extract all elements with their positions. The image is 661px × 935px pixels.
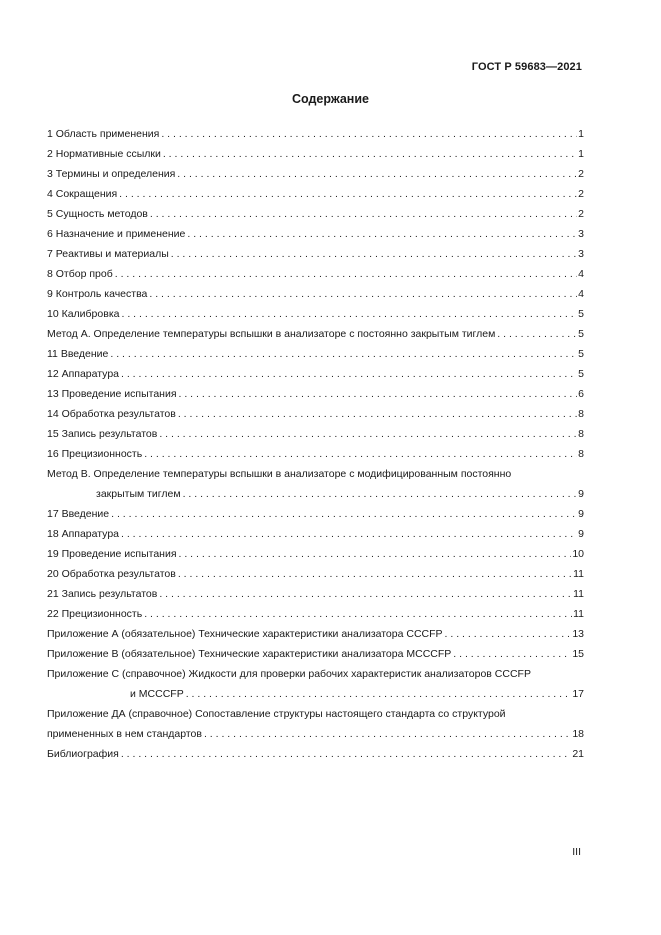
toc-entry[interactable] (47, 381, 584, 401)
toc-entry[interactable] (47, 421, 584, 441)
toc-entry-page: 15 (572, 648, 584, 660)
toc-leader-dots (121, 367, 577, 381)
toc-entry-method-a[interactable] (47, 321, 584, 341)
toc-entry-appendix-b[interactable] (47, 641, 584, 661)
toc-entry[interactable] (47, 301, 584, 321)
toc-entry-label: 6 Назначение и применение (47, 228, 186, 240)
toc-leader-dots (171, 247, 577, 261)
toc-entry-page: 2 (578, 208, 584, 220)
table-of-contents (47, 121, 584, 761)
toc-leader-dots (179, 547, 572, 561)
toc-entry[interactable] (47, 241, 584, 261)
toc-entry-page: 9 (578, 508, 584, 520)
toc-leader-dots (161, 127, 577, 141)
toc-entry[interactable] (47, 521, 584, 541)
toc-entry-label: примененных в нем стандартов (47, 728, 202, 740)
toc-entry-page: 6 (578, 388, 584, 400)
toc-entry[interactable] (47, 581, 584, 601)
toc-entry-label: Метод А. Определение температуры вспышки в анализаторе с постоянно закрытым тиглем (47, 328, 496, 340)
toc-entry[interactable] (47, 561, 584, 581)
toc-entry-appendix-c-continued[interactable] (47, 681, 584, 701)
toc-entry-label: 10 Калибровка (47, 308, 120, 320)
toc-entry-label: 9 Контроль качества (47, 288, 148, 300)
toc-entry-page: 4 (578, 288, 584, 300)
toc-entry-appendix-da-continued[interactable] (47, 721, 584, 741)
toc-leader-dots (110, 347, 577, 361)
toc-entry[interactable] (47, 361, 584, 381)
toc-entry-label: 12 Аппаратура (47, 368, 119, 380)
toc-entry-label: 5 Сущность методов (47, 208, 148, 220)
toc-leader-dots (187, 227, 577, 241)
toc-leader-dots (497, 327, 577, 341)
toc-entry-label: 7 Реактивы и материалы (47, 248, 169, 260)
toc-title: Содержание (291, 92, 369, 106)
toc-leader-dots (149, 287, 577, 301)
toc-leader-dots (163, 147, 577, 161)
page-number: III (572, 846, 581, 858)
toc-entry-label: 3 Термины и определения (47, 168, 176, 180)
toc-entry-appendix-a[interactable] (47, 621, 584, 641)
toc-leader-dots (177, 167, 577, 181)
toc-leader-dots (144, 607, 572, 621)
toc-leader-dots (115, 267, 577, 281)
toc-entry-label: Метод В. Определение температуры вспышки в анализаторе с модифицированным постоянно (47, 468, 512, 480)
toc-entry-label: 20 Обработка результатов (47, 568, 176, 580)
toc-leader-dots (159, 587, 572, 601)
toc-leader-dots (179, 387, 578, 401)
toc-entry-page: 11 (573, 608, 584, 620)
toc-entry-label: 2 Нормативные ссылки (47, 148, 161, 160)
toc-entry[interactable] (47, 181, 584, 201)
toc-leader-dots (144, 447, 577, 461)
toc-entry-page: 11 (573, 568, 584, 580)
toc-entry-page: 17 (572, 688, 584, 700)
toc-entry-page: 11 (573, 588, 584, 600)
toc-leader-dots (445, 627, 572, 641)
toc-entry-label: 13 Проведение испытания (47, 388, 177, 400)
toc-entry-label: 8 Отбор проб (47, 268, 113, 280)
toc-entry-label: закрытым тиглем (96, 488, 181, 500)
toc-entry-page: 21 (572, 748, 584, 760)
toc-entry-page: 5 (578, 368, 584, 380)
toc-leader-dots (453, 647, 571, 661)
toc-entry-label: Приложение А (обязательное) Технические характеристики анализатора CCCFP (47, 628, 443, 640)
toc-leader-dots (178, 567, 572, 581)
toc-entry-page: 10 (572, 548, 584, 560)
toc-entry-page: 8 (578, 448, 584, 460)
toc-entry-label: 16 Прецизионность (47, 448, 143, 460)
toc-entry-label: 22 Прецизионность (47, 608, 143, 620)
toc-leader-dots (119, 187, 577, 201)
toc-entry-label: 19 Проведение испытания (47, 548, 177, 560)
toc-entry-label: 17 Введение (47, 508, 110, 520)
toc-entry-label: Приложение В (обязательное) Технические характеристики анализатора MCCCFP (47, 648, 452, 660)
toc-entry-label: Приложение ДА (справочное) Сопоставление структуры настоящего стандарта со структурой (47, 708, 506, 720)
toc-leader-dots (159, 427, 577, 441)
toc-entry-appendix-da[interactable] (47, 701, 584, 721)
toc-entry[interactable] (47, 401, 584, 421)
toc-entry[interactable] (47, 541, 584, 561)
document-code: ГОСТ Р 59683—2021 (471, 61, 582, 73)
toc-leader-dots (204, 727, 571, 741)
toc-entry-page: 9 (578, 528, 584, 540)
toc-entry[interactable] (47, 201, 584, 221)
toc-entry-page: 9 (578, 488, 584, 500)
toc-entry[interactable] (47, 341, 584, 361)
toc-leader-dots (121, 747, 571, 761)
toc-entry-label: 14 Обработка результатов (47, 408, 176, 420)
toc-entry-page: 18 (572, 728, 584, 740)
toc-leader-dots (186, 687, 572, 701)
toc-entry-page: 8 (578, 428, 584, 440)
toc-entry-label: 11 Введение (47, 348, 109, 360)
toc-entry[interactable] (47, 281, 584, 301)
toc-entry-label: и MCCCFP (130, 688, 184, 700)
toc-entry-label: 18 Аппаратура (47, 528, 119, 540)
toc-leader-dots (111, 507, 577, 521)
toc-leader-dots (121, 307, 577, 321)
toc-entry-page: 1 (578, 148, 584, 160)
toc-entry-method-b[interactable] (47, 461, 584, 481)
toc-entry-label: Приложение С (справочное) Жидкости для проверки рабочих характеристик анализаторов CCCFP (47, 668, 531, 680)
toc-entry-page: 3 (578, 248, 584, 260)
toc-entry[interactable] (47, 501, 584, 521)
toc-entry[interactable] (47, 141, 584, 161)
toc-entry-page: 5 (578, 348, 584, 360)
toc-entry-label: 4 Сокращения (47, 188, 118, 200)
toc-leader-dots (121, 527, 577, 541)
toc-entry-page: 5 (578, 328, 584, 340)
toc-entry-page: 2 (578, 188, 584, 200)
toc-leader-dots (178, 407, 577, 421)
toc-entry-method-b-continued[interactable] (47, 481, 584, 501)
toc-entry-label: 15 Запись результатов (47, 428, 158, 440)
toc-entry-page: 13 (572, 628, 584, 640)
toc-entry[interactable] (47, 221, 584, 241)
toc-entry[interactable] (47, 601, 584, 621)
toc-entry-page: 8 (578, 408, 584, 420)
toc-entry-label: 21 Запись результатов (47, 588, 158, 600)
toc-entry[interactable] (47, 161, 584, 181)
toc-entry-bibliography[interactable] (47, 741, 584, 761)
toc-entry-page: 1 (578, 128, 584, 140)
toc-entry[interactable] (47, 121, 584, 141)
toc-entry[interactable] (47, 261, 584, 281)
toc-entry-label: 1 Область применения (47, 128, 160, 140)
toc-entry-page: 4 (578, 268, 584, 280)
toc-entry-page: 5 (578, 308, 584, 320)
toc-leader-dots (183, 487, 578, 501)
toc-entry-label: Библиография (47, 748, 119, 760)
toc-leader-dots (150, 207, 577, 221)
toc-entry[interactable] (47, 441, 584, 461)
toc-entry-appendix-c[interactable] (47, 661, 584, 681)
toc-entry-page: 2 (578, 168, 584, 180)
toc-entry-page: 3 (578, 228, 584, 240)
